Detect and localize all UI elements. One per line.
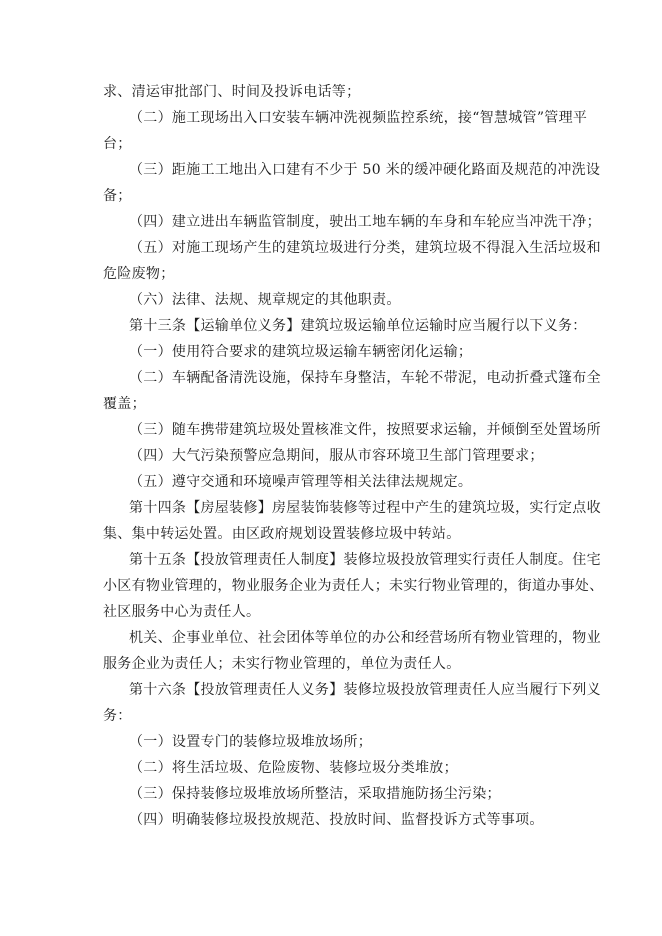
text-line: 小区有物业管理的，物业服务企业为责任人；未实行物业管理的，街道办事处、: [103, 578, 604, 594]
article-14-heading: 第十四条【房屋装修】房屋装饰装修等过程中产生的建筑垃圾，实行定点收: [129, 500, 601, 516]
text-line: （二）车辆配备清洗设施，保持车身整洁，车轮不带泥，电动折叠式篷布全: [129, 370, 601, 386]
text-line: （四）大气污染预警应急期间，服从市容环境卫生部门管理要求；: [129, 448, 544, 464]
text-line: （三）保持装修垃圾堆放场所整洁，采取措施防扬尘污染；: [129, 786, 501, 802]
text-line: （四）建立进出车辆监管制度，驶出工地车辆的车身和车轮应当冲洗干净；: [129, 214, 601, 230]
text-line: （五）遵守交通和环境噪声管理等相关法律法规规定。: [129, 474, 473, 490]
text-line: 覆盖；: [103, 396, 146, 412]
text-line: 社区服务中心为责任人。: [103, 604, 261, 620]
text-line: 服务企业为责任人；未实行物业管理的，单位为责任人。: [103, 656, 461, 672]
text-line: （三）随车携带建筑垃圾处置核准文件，按照要求运输，并倾倒至处置场所: [129, 422, 601, 438]
text-line: （四）明确装修垃圾投放规范、投放时间、监督投诉方式等事项。: [129, 812, 544, 828]
text-line: 危险废物；: [103, 266, 175, 282]
text-line: （五）对施工现场产生的建筑垃圾进行分类，建筑垃圾不得混入生活垃圾和: [129, 240, 601, 256]
text-line: 机关、企事业单位、社会团体等单位的办公和经营场所有物业管理的，物业: [129, 630, 601, 646]
article-13-heading: 第十三条【运输单位义务】建筑垃圾运输单位运输时应当履行以下义务：: [129, 318, 587, 334]
text-line: （二）施工现场出入口安装车辆冲洗视频监控系统，接“智慧城管”管理平: [129, 110, 588, 126]
text-line: 备；: [103, 188, 132, 204]
text-line: （三）距施工工地出入口建有不少于 50 米的缓冲硬化路面及规范的冲洗设: [129, 162, 601, 178]
article-16-heading: 第十六条【投放管理责任人义务】装修垃圾投放管理责任人应当履行下列义: [129, 682, 601, 698]
text-line: 求、清运审批部门、时间及投诉电话等；: [103, 84, 361, 100]
text-line: （一）使用符合要求的建筑垃圾运输车辆密闭化运输；: [129, 344, 473, 360]
text-line: （一）设置专门的装修垃圾堆放场所；: [129, 734, 373, 750]
text-line: 集、集中转运处置。由区政府规划设置装修垃圾中转站。: [103, 526, 461, 542]
text-line: 务：: [103, 708, 132, 724]
article-15-heading: 第十五条【投放管理责任人制度】装修垃圾投放管理实行责任人制度。住宅: [129, 552, 601, 568]
text-line: （二）将生活垃圾、危险废物、装修垃圾分类堆放；: [129, 760, 458, 776]
text-line: （六）法律、法规、规章规定的其他职责。: [129, 292, 401, 308]
text-line: 台；: [103, 136, 132, 152]
